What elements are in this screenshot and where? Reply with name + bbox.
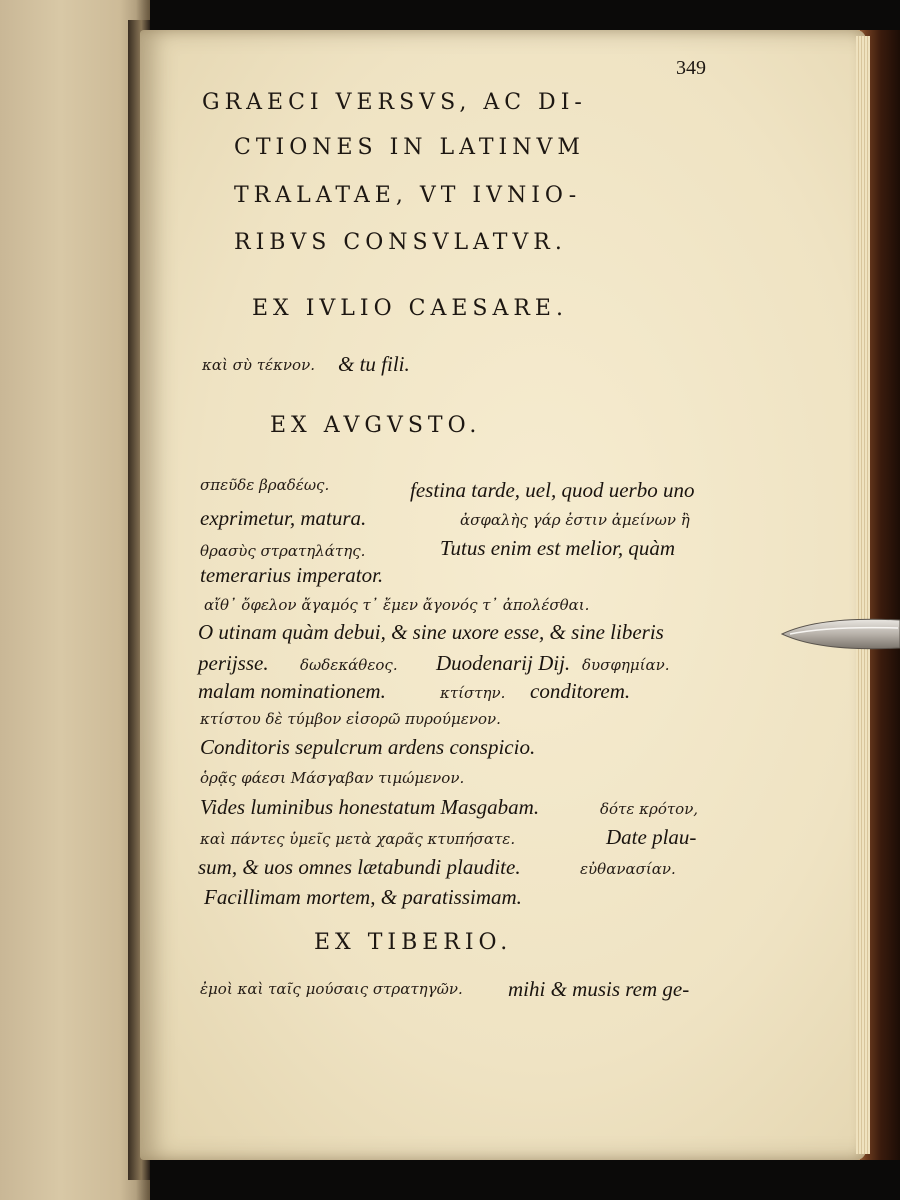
latin-line: Conditoris sepulcrum ardens conspicio. [200, 735, 536, 759]
title-line-1: GRAECI VERSVS, AC DI- [202, 90, 587, 115]
greek-line: καὶ πάντες ὑμεῖς μετὰ χαρᾶς κτυπήσατε. [200, 830, 516, 848]
greek-line: καὶ σὺ τέκνον. [202, 356, 315, 374]
latin-line: perijsse. [198, 651, 269, 675]
latin-line: malam nominationem. [198, 679, 386, 703]
latin-line: exprimetur, matura. [200, 506, 367, 530]
greek-line: δωδεκάθεος. [300, 656, 398, 674]
latin-line: & tu fili. [338, 352, 410, 376]
latin-line: Tutus enim est melior, quàm [440, 536, 676, 560]
latin-line: O utinam quàm debui, & sine uxore esse, & sine liberis [198, 620, 664, 644]
page-number: 349 [676, 57, 706, 79]
title-line-4: RIBVS CONSVLATVR. [234, 230, 567, 255]
greek-line: κτίστην. [440, 684, 506, 702]
latin-line: mihi & musis rem ge- [508, 977, 690, 1001]
latin-line: Date plau- [606, 825, 697, 849]
greek-line: ἀσφαλὴς γάρ ἐστιν ἀμείνων ἢ [460, 511, 690, 529]
greek-line: θρασὺς στρατηλάτης. [200, 542, 366, 560]
greek-line: σπεῦδε βραδέως. [200, 476, 330, 494]
greek-line: εὐθανασίαν. [580, 860, 676, 878]
heading-julius-caesar: EX IVLIO CAESARE. [252, 296, 568, 321]
latin-line: festina tarde, uel, quod uerbo uno [410, 478, 695, 502]
title-line-2: CTIONES IN LATINVM [234, 135, 585, 160]
latin-line: temerarius imperator. [200, 563, 384, 587]
greek-line: ὁρᾷς φάεσι Μάσγαβαν τιμώμενον. [200, 769, 465, 787]
latin-line: Facillimam mortem, & paratissimam. [204, 885, 522, 909]
greek-line: δότε κρότον, [600, 800, 699, 818]
heading-tiberius: EX TIBERIO. [314, 930, 513, 955]
greek-line: ἐμοὶ καὶ ταῖς μούσαις στρατηγῶν. [200, 980, 463, 998]
heading-augustus: EX AVGVSTO. [270, 413, 482, 438]
latin-line: sum, & uos omnes lætabundi plaudite. [198, 855, 521, 879]
title-line-3: TRALATAE, VT IVNIO- [234, 183, 582, 208]
greek-line: δυσφημίαν. [582, 656, 670, 674]
latin-line: Vides luminibus honestatum Masgabam. [200, 795, 540, 819]
latin-line: conditorem. [530, 679, 631, 703]
greek-line: κτίστου δὲ τύμβον εἰσορῶ πυρούμενον. [200, 710, 501, 728]
greek-line: αἴθ᾽ ὄφελον ἄγαμός τ᾽ ἔμεν ἄγονός τ᾽ ἀπολέσθαι. [204, 596, 590, 614]
latin-line: Duodenarij Dij. [436, 651, 571, 675]
